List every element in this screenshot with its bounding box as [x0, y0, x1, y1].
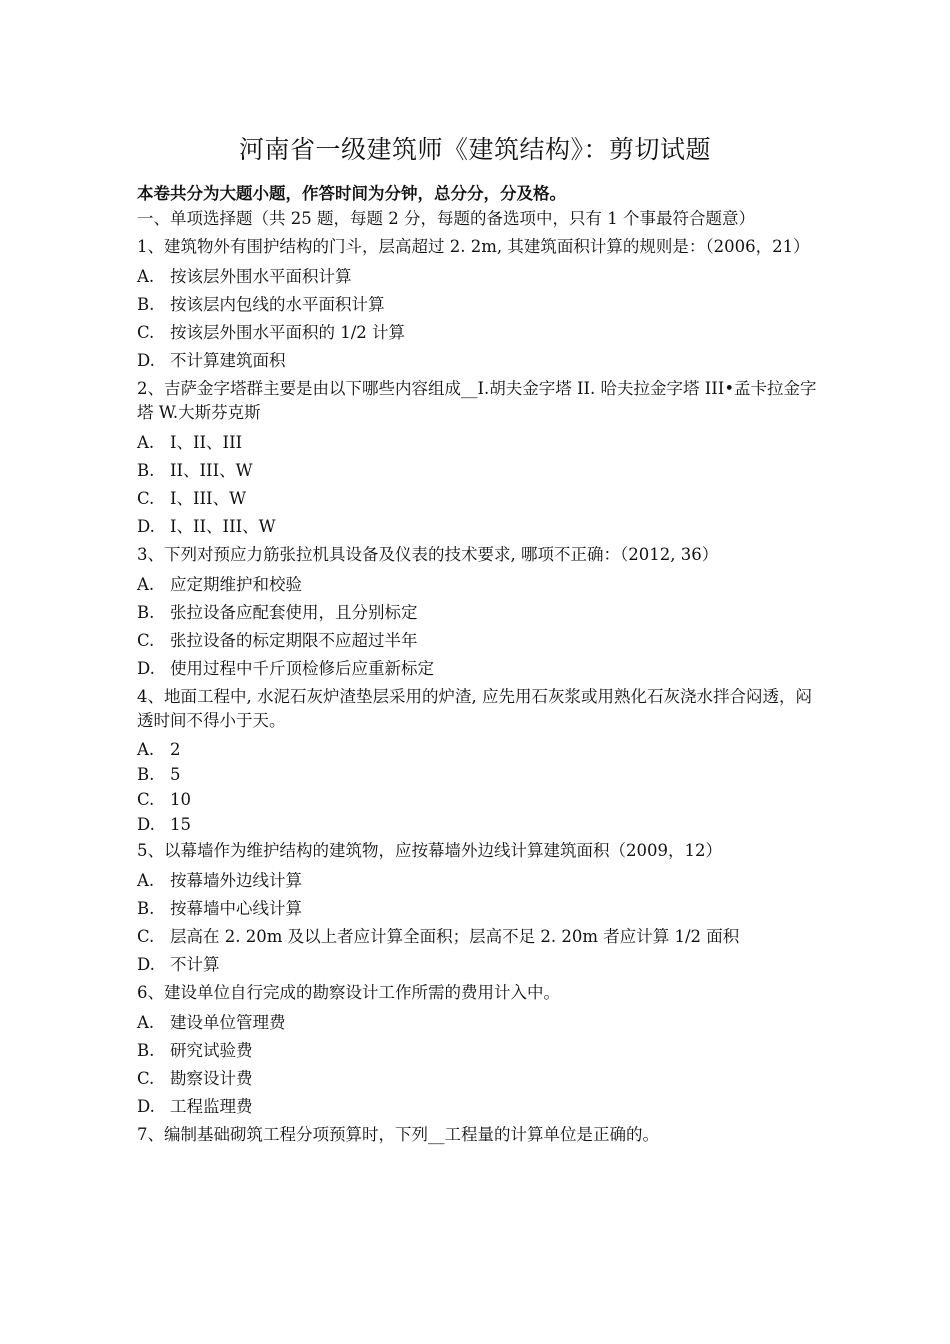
option-letter: B.	[137, 461, 155, 480]
question-stem: 3、下列对预应力筋张拉机具设备及仪表的技术要求, 哪项不正确：（2012, 36）	[137, 545, 719, 564]
option-text: 5	[170, 765, 181, 784]
question-stem: 6、建设单位自行完成的勘察设计工作所需的费用计入中。	[137, 983, 560, 1002]
option-text: II、III、W	[170, 461, 253, 480]
answer-option	[137, 347, 817, 375]
option-letter: D.	[137, 1097, 155, 1116]
question-stem: 4、地面工程中, 水泥石灰炉渣垫层采用的炉渣, 应先用石灰浆或用熟化石灰浇水拌合闷透，闷透时间不得小于天。	[137, 687, 812, 730]
option-letter: B.	[137, 603, 155, 622]
option-letter: D.	[137, 351, 155, 370]
question-stem: 2、吉萨金字塔群主要是由以下哪些内容组成__I.胡夫金字塔 II. 哈夫拉金字塔 III•孟卡拉金字塔 W.大斯芬克斯	[137, 379, 817, 422]
option-letter: C.	[137, 927, 155, 946]
question-stem: 5、以幕墙作为维护结构的建筑物，应按幕墙外边线计算建筑面积（2009，12）	[137, 841, 722, 860]
option-letter: D.	[137, 955, 155, 974]
answer-option	[137, 485, 817, 513]
option-text: 按该层内包线的水平面积计算	[170, 295, 385, 314]
document-body	[137, 181, 817, 1151]
option-letter: C.	[137, 631, 155, 650]
answer-option	[137, 762, 817, 787]
answer-option	[137, 737, 817, 762]
answer-option	[137, 1037, 817, 1065]
option-text: I、III、W	[170, 489, 247, 508]
answer-option	[137, 571, 817, 599]
option-text: 研究试验费	[170, 1041, 253, 1060]
option-text: 工程监理费	[170, 1097, 253, 1116]
question-stem: 7、编制基础砌筑工程分项预算时，下列__工程量的计算单位是正确的。	[137, 1125, 659, 1144]
question-stem: 1、建筑物外有围护结构的门斗，层高超过 2. 2m, 其建筑面积计算的规则是：（2006，21）	[137, 237, 810, 256]
answer-option	[137, 319, 817, 347]
answer-option	[137, 457, 817, 485]
option-letter: D.	[137, 815, 155, 834]
exam-intro: 本卷共分为大题小题，作答时间为分钟，总分分，分及格。	[137, 184, 566, 203]
answer-option	[137, 895, 817, 923]
option-letter: A.	[137, 267, 155, 286]
answer-option	[137, 923, 817, 951]
option-letter: B.	[137, 1041, 155, 1060]
answer-option	[137, 1093, 817, 1121]
answer-option	[137, 263, 817, 291]
option-text: I、II、III、W	[170, 517, 276, 536]
question-list	[137, 235, 817, 1147]
option-text: 张拉设备应配套使用，且分别标定	[170, 603, 418, 622]
option-text: 建设单位管理费	[170, 1013, 286, 1032]
question-block	[137, 543, 817, 683]
option-text: 使用过程中千斤顶检修后应重新标定	[170, 659, 434, 678]
option-letter: D.	[137, 517, 155, 536]
answer-option	[137, 655, 817, 683]
option-letter: D.	[137, 659, 155, 678]
option-letter: A.	[137, 1013, 155, 1032]
answer-option	[137, 627, 817, 655]
answer-option	[137, 787, 817, 812]
option-text: 不计算	[170, 955, 220, 974]
option-letter: B.	[137, 295, 155, 314]
question-block	[137, 839, 817, 979]
answer-option	[137, 429, 817, 457]
option-text: 张拉设备的标定期限不应超过半年	[170, 631, 418, 650]
option-text: 勘察设计费	[170, 1069, 253, 1088]
option-letter: A.	[137, 575, 155, 594]
option-text: 按幕墙外边线计算	[170, 871, 302, 890]
answer-option	[137, 1009, 817, 1037]
option-text: 不计算建筑面积	[170, 351, 286, 370]
option-text: 应定期维护和校验	[170, 575, 302, 594]
question-block	[137, 235, 817, 375]
option-text: 层高在 2. 20m 及以上者应计算全面积；层高不足 2. 20m 者应计算 1/2 面积	[170, 927, 740, 946]
section-heading: 一、单项选择题（共 25 题，每题 2 分，每题的备选项中，只有 1 个事最符合题意）	[137, 209, 755, 228]
option-text: I、II、III	[170, 433, 243, 452]
option-text: 按该层外围水平面积计算	[170, 267, 352, 286]
answer-option	[137, 867, 817, 895]
option-letter: B.	[137, 765, 155, 784]
question-block	[137, 377, 817, 541]
option-text: 按该层外围水平面积的 1/2 计算	[170, 323, 406, 342]
option-letter: C.	[137, 790, 155, 809]
answer-option	[137, 951, 817, 979]
question-block	[137, 685, 817, 837]
option-text: 按幕墙中心线计算	[170, 899, 302, 918]
option-letter: B.	[137, 899, 155, 918]
option-letter: C.	[137, 1069, 155, 1088]
answer-option	[137, 599, 817, 627]
answer-option	[137, 513, 817, 541]
answer-option	[137, 291, 817, 319]
answer-option	[137, 812, 817, 837]
question-block	[137, 981, 817, 1121]
option-letter: C.	[137, 489, 155, 508]
question-block	[137, 1123, 817, 1147]
option-text: 2	[170, 740, 181, 759]
option-letter: A.	[137, 871, 155, 890]
option-text: 10	[170, 790, 191, 809]
option-letter: C.	[137, 323, 155, 342]
option-letter: A.	[137, 740, 155, 759]
option-letter: A.	[137, 433, 155, 452]
answer-option	[137, 1065, 817, 1093]
option-text: 15	[170, 815, 191, 834]
page-title: 河南省一级建筑师《建筑结构》：剪切试题	[238, 135, 711, 164]
